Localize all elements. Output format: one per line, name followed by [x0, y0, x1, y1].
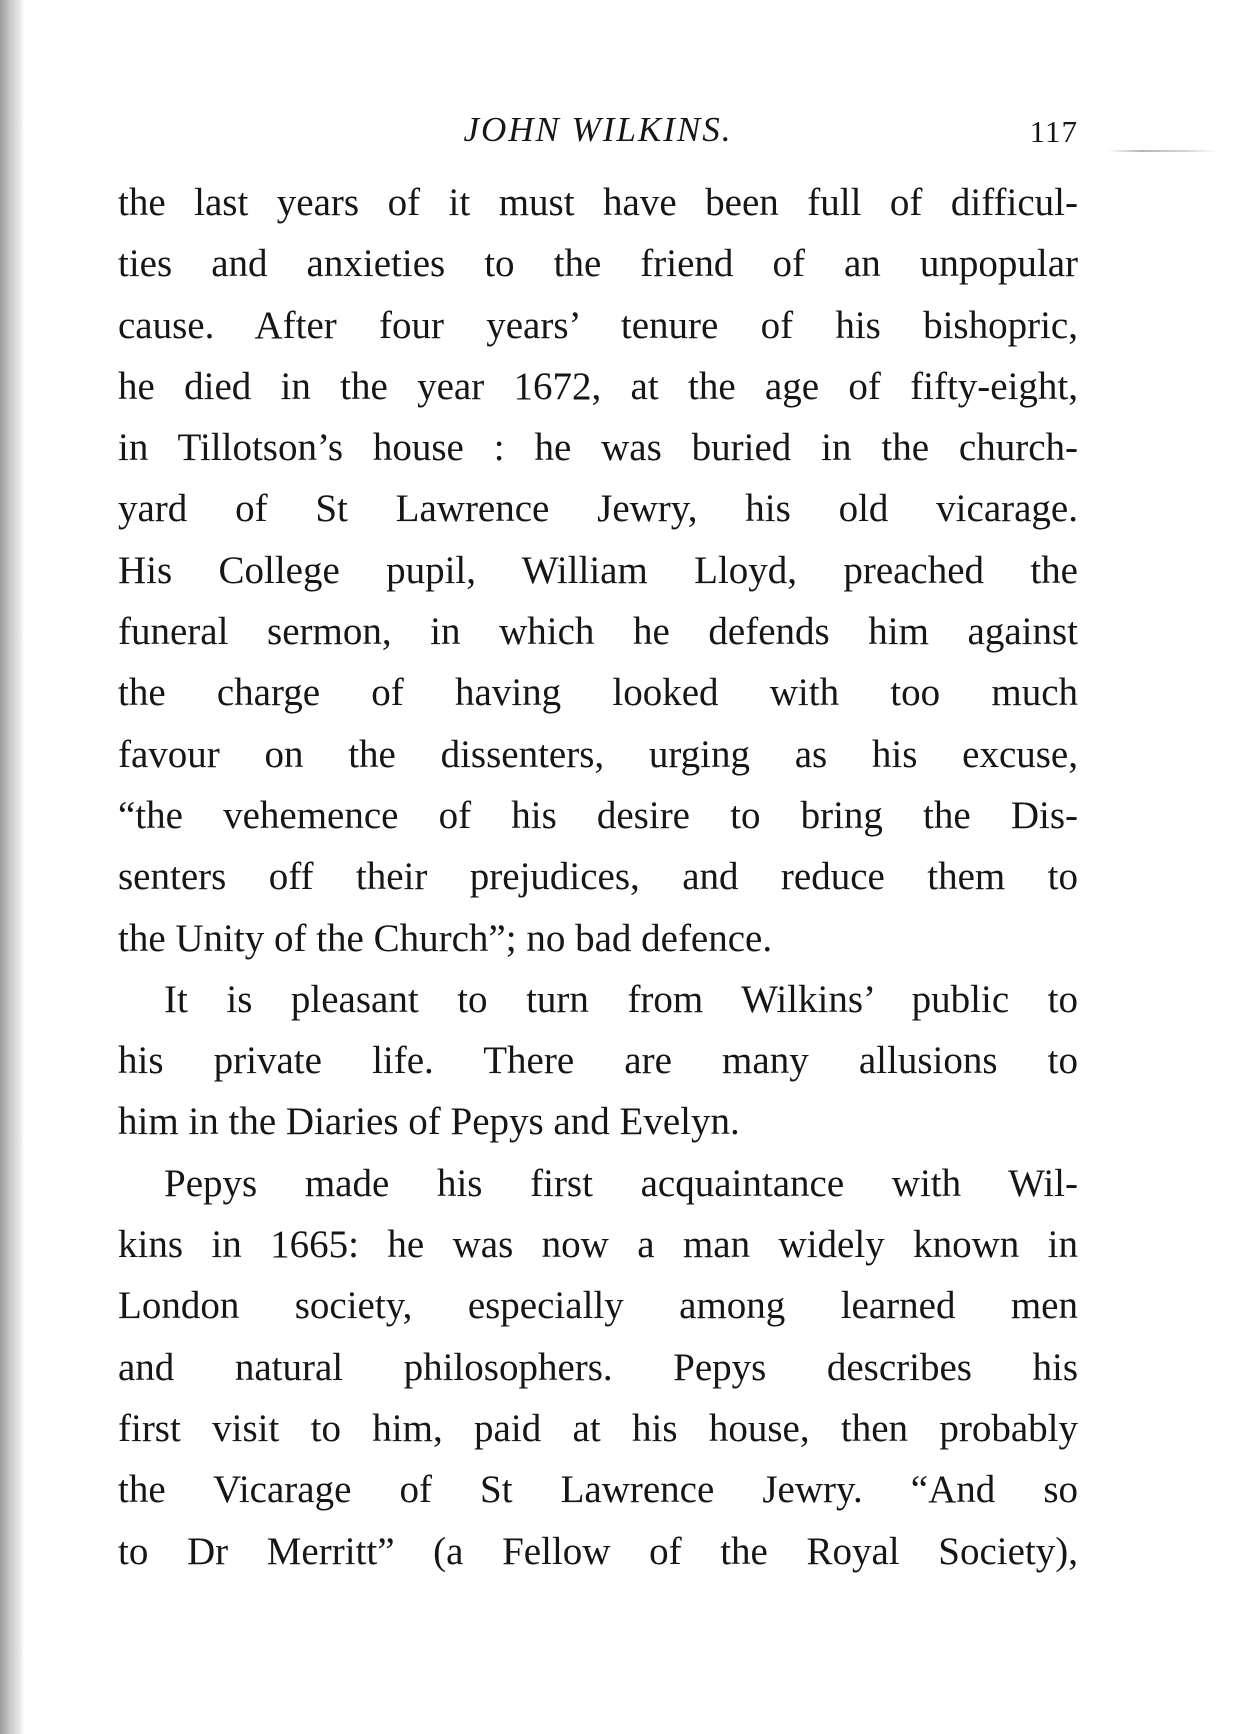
running-head [118, 110, 1078, 160]
text-line: his private life. There are many allusions to [118, 1039, 1078, 1083]
page-binding-edge [0, 0, 24, 1734]
text-line: Pepys made his first acquaintance with Wil- [164, 1161, 1078, 1205]
text-line: the last years of it must have been full of difficul- [118, 181, 1078, 224]
text-line: the charge of having looked with too much [118, 671, 1078, 715]
page-number: 117 [1029, 114, 1078, 149]
text-line: kins in 1665: he was now a man widely known in [118, 1223, 1078, 1267]
text-line: funeral sermon, in which he defends him against [118, 610, 1078, 654]
text-line: and natural philosophers. Pepys describes his [118, 1345, 1078, 1389]
text-line: he died in the year 1672, at the age of fifty-eight, [118, 364, 1078, 408]
text-line: him in the Diaries of Pepys and Evelyn. [118, 1100, 740, 1144]
text-line: in Tillotson’s house : he was buried in the church- [118, 426, 1078, 470]
paragraph-1 [118, 172, 1078, 969]
text-line: yard of St Lawrence Jewry, his old vicarage. [118, 487, 1078, 531]
text-line: ties and anxieties to the friend of an unpopular [118, 242, 1078, 286]
paragraph-3 [118, 1153, 1078, 1582]
text-line: cause. After four years’ tenure of his bishopric, [118, 303, 1078, 347]
margin-mark [1108, 150, 1218, 152]
text-line: “the vehemence of his desire to bring the Dis- [118, 793, 1078, 837]
text-line: favour on the dissenters, urging as his excuse, [118, 732, 1078, 776]
text-line: London society, especially among learned men [118, 1284, 1078, 1328]
text-line: the Vicarage of St Lawrence Jewry. “And so [118, 1468, 1078, 1512]
running-title: JOHN WILKINS. [463, 110, 733, 149]
paragraph-2 [118, 969, 1078, 1153]
text-line: senters off their prejudices, and reduce them to [118, 855, 1078, 899]
text-line: His College pupil, William Lloyd, preached the [118, 548, 1078, 592]
body-text [118, 172, 1078, 1582]
text-line: first visit to him, paid at his house, then probably [118, 1406, 1078, 1450]
text-line: the Unity of the Church”; no bad defence. [118, 916, 773, 960]
text-line: to Dr Merritt” (a Fellow of the Royal Society), [118, 1529, 1078, 1573]
text-line: It is pleasant to turn from Wilkins’ public to [164, 977, 1078, 1021]
